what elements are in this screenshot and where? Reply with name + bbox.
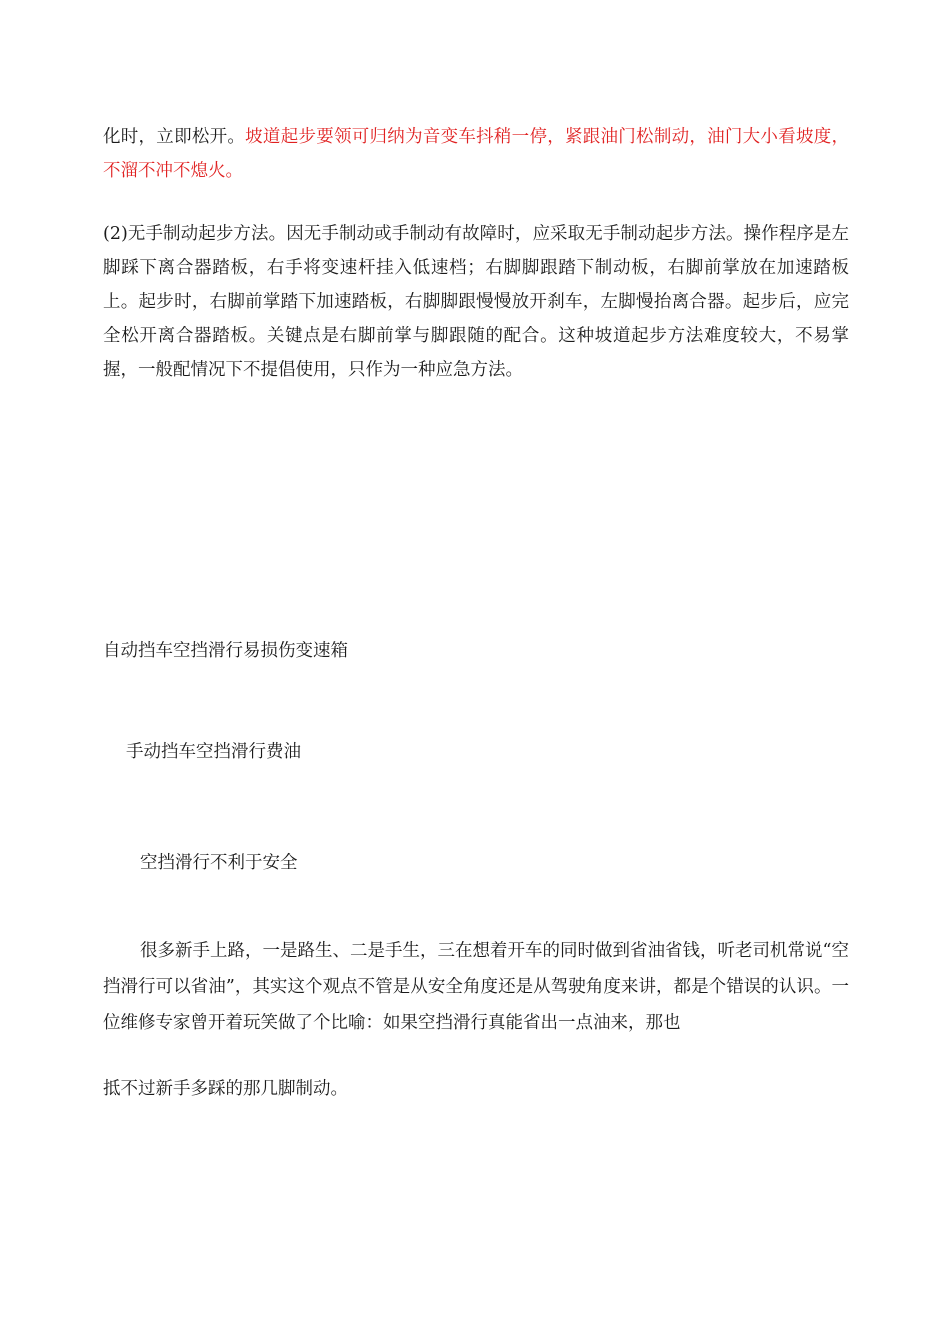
- paragraph-text: 化时，立即松开。: [103, 127, 246, 147]
- paragraph-novice-coasting: 很多新手上路，一是路生、二是手生，三在想着开车的同时做到省油省钱，听老司机常说“空挡滑行可以省油”，其实这个观点不管是从安全角度还是从驾驶角度来讲，都是个错误的认识。一位维修专家曾开着玩笑做了个比喻：如果空挡滑行真能省出一点油来，那也: [103, 941, 849, 1033]
- heading-neutral-safety: 空挡滑行不利于安全: [140, 853, 298, 873]
- highlighted-text: 坡道起步要领可归纳为音变车抖稍一停，紧跟油门松制动，油门大小看坡度，不溜不冲不熄火。: [103, 127, 850, 181]
- paragraph-no-handbrake-start: (2)无手制动起步方法。因无手制动或手制动有故障时，应采取无手制动起步方法。操作程序是左脚踩下离合器踏板，右手将变速杆挂入低速档；右脚脚跟踏下制动板，右脚前掌放在加速踏板上。起步时，右脚前掌踏下加速踏板，右脚脚跟慢慢放开刹车，左脚慢抬离合器。起步后，应完全松开离合器踏板。关键点是右脚前掌与脚跟随的配合。这种坡道起步方法难度较大，不易掌握，一般配情况下不提倡使用，只作为一种应急方法。: [103, 224, 849, 380]
- heading-automatic-neutral: 自动挡车空挡滑行易损伤变速箱: [103, 641, 348, 661]
- paragraph-hill-start-summary: [103, 120, 849, 188]
- heading-manual-neutral: 手动挡车空挡滑行费油: [126, 742, 301, 762]
- paragraph-novice-coasting-end: 抵不过新手多踩的那几脚制动。: [103, 1079, 348, 1099]
